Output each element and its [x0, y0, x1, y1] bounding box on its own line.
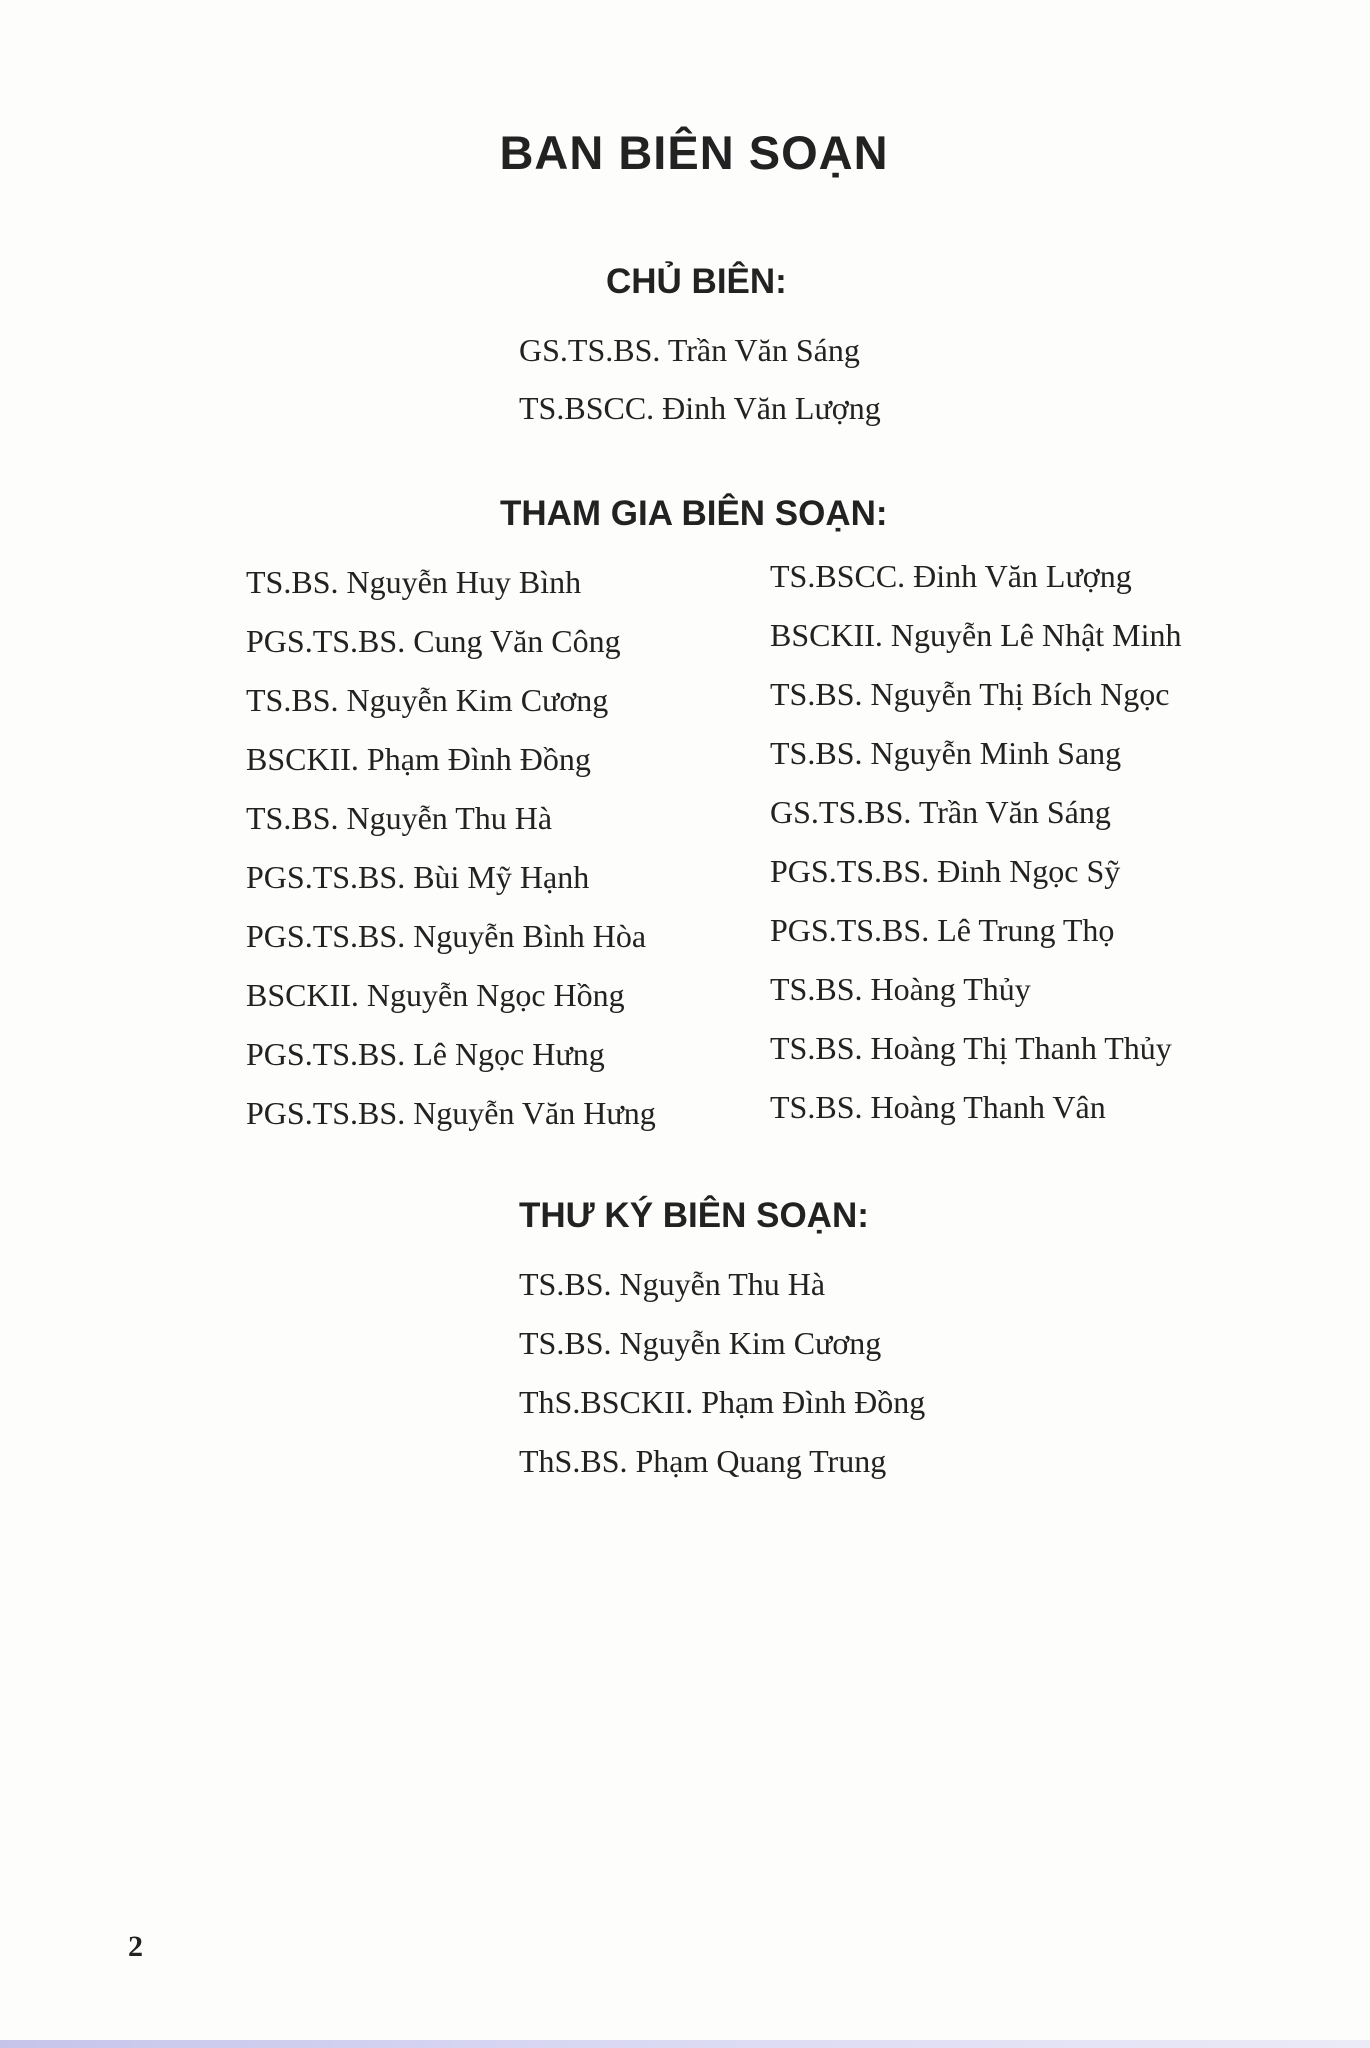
- contributor-name: TS.BS. Nguyễn Minh Sang: [770, 735, 1122, 771]
- tham-gia-heading: THAM GIA BIÊN SOẠN:: [500, 494, 888, 533]
- chu-bien-heading: CHỦ BIÊN:: [606, 262, 787, 301]
- contributor-name: PGS.TS.BS. Lê Ngọc Hưng: [246, 1036, 605, 1072]
- contributor-name: BSCKII. Nguyễn Ngọc Hồng: [246, 977, 625, 1013]
- contributor-name: TS.BS. Nguyễn Thu Hà: [246, 800, 553, 836]
- contributor-name: BSCKII. Nguyễn Lê Nhật Minh: [770, 617, 1182, 653]
- secretary-name: TS.BS. Nguyễn Thu Hà: [519, 1266, 826, 1302]
- contributor-name: TS.BS. Nguyễn Huy Bình: [246, 564, 582, 600]
- secretary-name: ThS.BS. Phạm Quang Trung: [519, 1443, 887, 1479]
- page-number: 2: [128, 1930, 143, 1963]
- thu-ky-heading: THƯ KÝ BIÊN SOẠN:: [519, 1196, 869, 1235]
- contributor-name: TS.BS. Hoàng Thanh Vân: [770, 1089, 1106, 1125]
- contributor-name: TS.BS. Nguyễn Kim Cương: [246, 682, 609, 718]
- contributor-name: PGS.TS.BS. Nguyễn Văn Hưng: [246, 1095, 656, 1131]
- chu-bien-name: GS.TS.BS. Trần Văn Sáng: [519, 332, 860, 368]
- page-title: BAN BIÊN SOẠN: [499, 126, 889, 179]
- contributor-name: TS.BS. Hoàng Thị Thanh Thủy: [770, 1030, 1172, 1066]
- contributor-name: TS.BSCC. Đinh Văn Lượng: [770, 558, 1132, 594]
- contributor-name: PGS.TS.BS. Cung Văn Công: [246, 623, 621, 659]
- contributor-name: PGS.TS.BS. Đinh Ngọc Sỹ: [770, 853, 1121, 889]
- contributor-name: TS.BS. Hoàng Thủy: [770, 971, 1031, 1007]
- secretary-name: ThS.BSCKII. Phạm Đình Đồng: [519, 1384, 926, 1420]
- contributor-name: PGS.TS.BS. Lê Trung Thọ: [770, 912, 1115, 948]
- contributor-name: PGS.TS.BS. Bùi Mỹ Hạnh: [246, 859, 590, 895]
- secretary-name: TS.BS. Nguyễn Kim Cương: [519, 1325, 882, 1361]
- contributor-name: BSCKII. Phạm Đình Đồng: [246, 741, 591, 777]
- contributor-name: TS.BS. Nguyễn Thị Bích Ngọc: [770, 676, 1170, 712]
- contributor-name: PGS.TS.BS. Nguyễn Bình Hòa: [246, 918, 647, 954]
- contributor-name: GS.TS.BS. Trần Văn Sáng: [770, 794, 1111, 830]
- chu-bien-name: TS.BSCC. Đinh Văn Lượng: [519, 390, 881, 426]
- scan-edge-strip: [0, 2040, 1370, 2048]
